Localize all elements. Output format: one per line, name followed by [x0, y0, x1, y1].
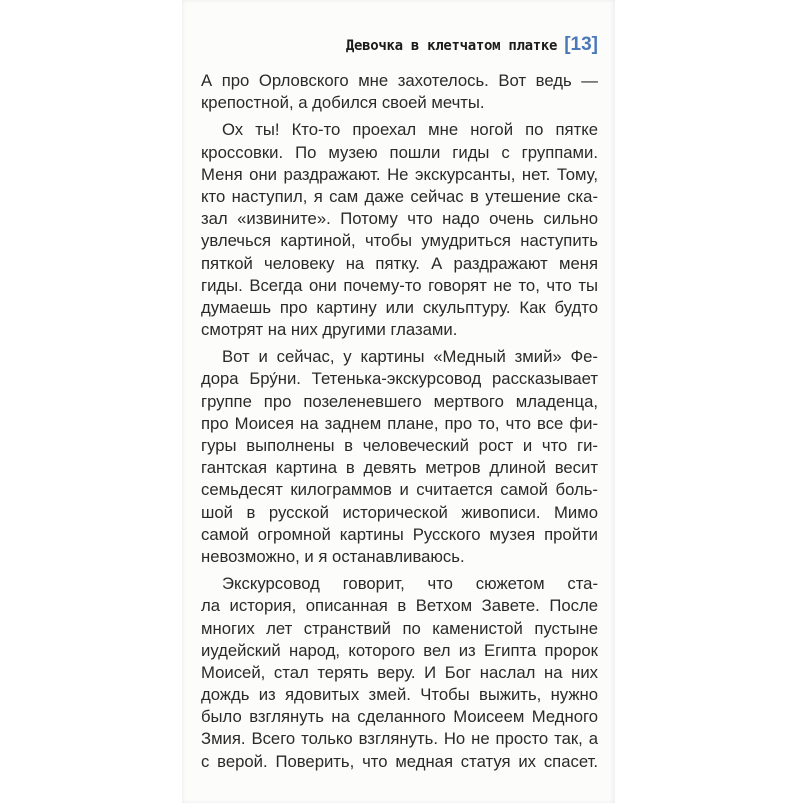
text-line: думаешь про картину или скульптуру. Как будто — [201, 297, 598, 317]
text-line: зал «извините». Потому что надо очень сильно — [201, 209, 598, 229]
body-text — [201, 70, 598, 773]
text-line: смотрят на них другими глазами. — [201, 320, 458, 340]
text-line: дора Бру́ни. Тетенька-экскурсовод рассказывает — [201, 369, 598, 389]
text-line: самой огромной картины Русского музея пройти — [201, 524, 598, 544]
paragraph — [201, 70, 598, 114]
text-line: Вот и сейчас, у картины «Медный змий» Фе- — [222, 347, 598, 367]
text-line: иудейский народ, которого вел из Египта пророк — [201, 640, 598, 660]
text-line: кто наступил, я сам даже сейчас в утешение ска- — [201, 186, 598, 206]
text-line: крепостной, а добился своей мечты. — [201, 93, 485, 113]
text-line: с верой. Поверить, что медная статуя их спасет. — [201, 751, 598, 771]
text-line: гиды. Всегда они почему-то говорят не то, что ты — [201, 275, 598, 295]
text-line: было взглянуть на сделанного Моисеем Медного — [201, 707, 598, 727]
text-line: дождь из ядовитых змей. Чтобы выжить, нужно — [201, 685, 598, 705]
text-line: невозможно, и я останавливаюсь. — [201, 546, 465, 566]
text-line: группе про позеленевшего мертвого младенца, — [201, 391, 598, 411]
text-line: А про Орловского мне захотелось. Вот ведь — — [201, 71, 598, 90]
text-line: гантская картина в девять метров длиной весит — [201, 458, 598, 478]
text-line: многих лет странствий по каменистой пустыне — [201, 618, 598, 638]
chapter-title: Девочка в клетчатом платке — [345, 38, 558, 54]
text-line: про Моисея на заднем плане, про то, что все фи- — [201, 413, 598, 433]
page-number: [13] — [564, 34, 598, 55]
text-line: Змия. Всего только взглянуть. Но не просто так, а — [201, 729, 598, 749]
text-line: семьдесят килограммов и считается самой боль- — [201, 480, 598, 500]
text-line: кроссовки. По музею пошли гиды с группами. — [201, 142, 598, 162]
running-header — [346, 34, 598, 56]
text-line: ла история, описанная в Ветхом Завете. После — [201, 596, 598, 616]
text-line: Моисей, стал терять веру. И Бог наслал на них — [201, 662, 598, 682]
text-line: пяткой человеку на пятку. А раздражают меня — [201, 253, 598, 273]
text-line: увлечься картиной, чтобы умудриться наступить — [201, 231, 598, 251]
text-line: Ох ты! Кто-то проехал мне ногой по пятке — [222, 120, 598, 140]
text-line: Меня они раздражают. Не экскурсанты, нет. Тому, — [201, 164, 598, 184]
paragraph — [201, 119, 598, 341]
text-line: гуры выполнены в человеческий рост и что ги- — [201, 436, 598, 455]
text-line: шой в русской исторической живописи. Мимо — [201, 502, 598, 522]
paragraph — [201, 346, 598, 568]
paragraph — [201, 573, 598, 773]
book-page — [182, 0, 615, 803]
text-line: Экскурсовод говорит, что сюжетом ста- — [222, 574, 598, 594]
